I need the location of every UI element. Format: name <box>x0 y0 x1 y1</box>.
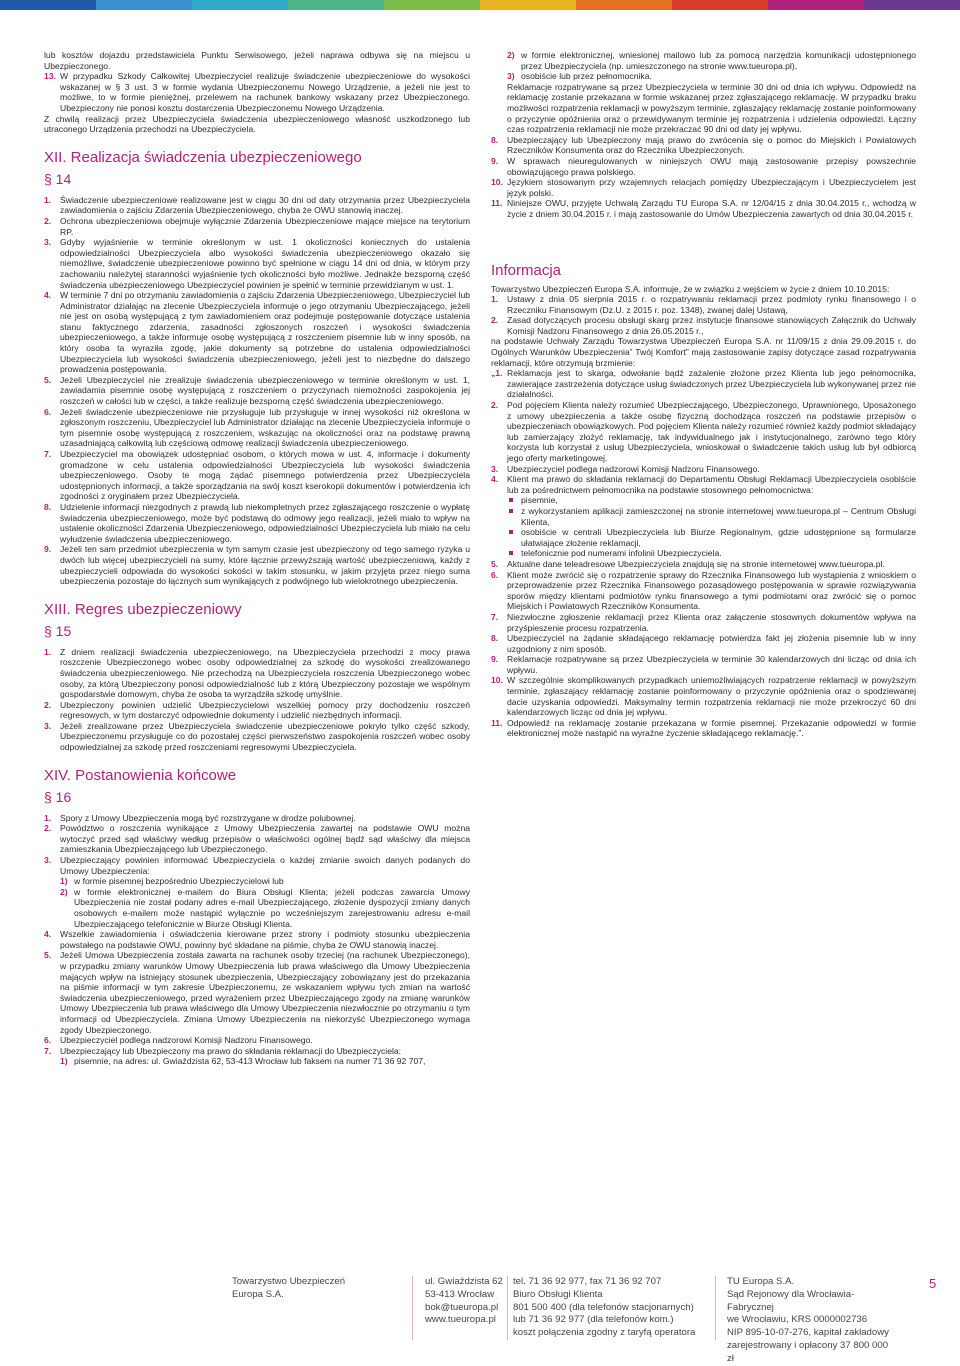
item-number: 4. <box>491 474 499 485</box>
footer-line: 801 500 400 (dla telefonów stacjonarnych) <box>513 1301 694 1313</box>
item-number: 9. <box>491 155 499 166</box>
item-number: „1. <box>491 368 503 379</box>
item-number: 13. <box>44 71 56 82</box>
paragraph: Towarzystwo Ubezpieczeń Europa S.A. informuje, że w związku z wejściem w życie z dniem 10.10.2015: <box>491 283 890 294</box>
footer-email-link[interactable]: bok@tueuropa.pl <box>425 1301 499 1313</box>
footer-line: ul. Gwiaździsta 62 <box>425 1276 503 1287</box>
item-number: 2. <box>44 215 52 226</box>
bullet-square-icon <box>509 509 513 513</box>
numbered-item <box>491 156 916 177</box>
color-band-segment <box>384 0 480 10</box>
numbered-item <box>491 559 916 570</box>
bullet-text: telefonicznie pod numerami infolinii Ubezpieczyciela. <box>521 548 722 559</box>
item-text: Wszelkie zawiadomienia i oświadczenia kierowane przez strony i podmioty stosunku ubezpieczenia powstałego na podstawie OWU, powinny być składane na piśmie, chyba że OWU stanowią inaczej. <box>60 929 470 950</box>
paragraph: na podstawie Uchwały Zarządu Towarzystwa Ubezpieczeń Europa S.A. nr 11/09/15 z dnia 29.09.2015 r. do Ogólnych Warunków Ubezpieczenia” Twój Komfort” mają zastosowanie zapisy dotyczące zasad rozpatrywania reklamacji, które otrzymują brzmienie: <box>491 336 916 368</box>
item-number: 10. <box>491 177 503 188</box>
color-band-segment <box>288 0 384 10</box>
section-title-xiv: XIV. Postanowienia końcowe <box>44 766 237 784</box>
bullet-text: z wykorzystaniem aplikacji zamieszczonej na stronie internetowej www.tueuropa.pl – Centrum Obsługi Klienta, <box>521 505 916 527</box>
item-number: 7. <box>491 611 499 622</box>
bullet-text: pisemnie, <box>521 495 558 506</box>
numbered-item <box>491 612 916 633</box>
sub-item-number: 3) <box>507 71 515 82</box>
sub-item-text: w formie elektronicznej, wniesionej mailowo lub za pomocą narzędzia komunikacji udostępnionego przez Ubezpieczyciela (np. umieszczonego na stronie www.tueuropa.pl), <box>521 50 916 71</box>
footer-address <box>425 1276 505 1327</box>
numbered-item <box>491 654 916 675</box>
numbered-item <box>491 135 916 156</box>
numbered-item <box>44 950 470 1035</box>
item-number: 6. <box>491 569 499 580</box>
item-number: 11. <box>491 198 503 209</box>
item-number: 2. <box>491 315 499 326</box>
footer-line: 53-413 Wrocław <box>425 1288 495 1300</box>
item-text: Reklamacje rozpatrywane są przez Ubezpieczyciela w terminie 30 kalendarzowych dni licząc od dnia ich wpływu. <box>507 654 916 675</box>
item-text: Gdyby wyjaśnienie w terminie określonym w ust. 1 okoliczności koniecznych do ustalenia odpowiedzialności Ubezpieczyciela albo wysokości świadczenia ubezpieczeniowego okazało się niemożliwe, świadczenie ubezpieczeniowe powinno być spełnione w ciągu 14 dni od dnia, w którym przy zachowaniu należytej staranności wyjaśnienie tych okoliczności było możliwe. Jednakże bezsporną część świadczenia ubezpieczeniowego Ubezpieczyciel powinien je spełnić w terminie przewidzianym w ust. 1. <box>60 237 470 290</box>
item-text: Pod pojęciem Klienta należy rozumieć Ubezpieczającego, Ubezpieczonego, Uprawnionego, Uposażonego z umowy ubezpieczenia a także osobę fizyczną dochodząca roszczeń na podstawie przepisów o ubezpieczeniach obowiązkowych. Pod pojęciem Klienta należy rozumieć również każdy podmiot składający lub zamierzający złożyć reklamację, tak indywidualnego jak i instytucjonalnego, zarówno tego który korzysta lub korzystał z usług Ubezpieczyciela, wnioskował o świadczenie takich usług lub był odbiorcą jego oferty marketingowej. <box>507 400 916 463</box>
numbered-item <box>491 675 916 717</box>
footer-line: we Wrocławiu, KRS 0000002736 <box>727 1314 868 1326</box>
numbered-item <box>44 375 470 407</box>
numbered-item <box>491 464 916 475</box>
item-number: 5. <box>44 374 52 385</box>
sub-item <box>60 876 470 887</box>
item-number: 6. <box>44 406 52 417</box>
numbered-item <box>44 237 470 290</box>
item-text: Ubezpieczający powinien informować Ubezpieczyciela o każdej zmianie swoich danych podanych do Umowy Ubezpieczenia: <box>60 855 470 876</box>
footer-contact <box>513 1276 708 1340</box>
paragraph: lub kosztów dojazdu przedstawiciela Punktu Serwisowego, jeżeli naprawa odbywa się na miejscu u Ubezpieczonego. <box>44 50 470 71</box>
right-column <box>491 50 916 739</box>
footer-divider <box>507 1276 508 1340</box>
sub-item-text: w formie elektronicznej e-mailem do Biura Obsługi Klienta; jeżeli podczas zawarcia Umowy Ubezpieczenia nie został podany adres e-mail Ubezpieczającego, złożenie dyspozycji zmiany danych osobowych e-mailem może nastąpić wyłącznie po wcześniejszym zarejestrowaniu adresu e-mail Ubezpieczającego telefonicznie w Biurze Obsługi Klienta. <box>74 886 470 929</box>
item-number: 4. <box>44 929 52 940</box>
sub-item-text: w formie pisemnej bezpośrednio Ubezpieczycielowi lub <box>74 876 284 887</box>
sub-item <box>60 1056 470 1067</box>
footer-line: lub 71 36 92 977 (dla telefonów kom.) <box>513 1314 674 1326</box>
item-text: Jeżeli świadczenie ubezpieczeniowe nie przysługuje lub przysługuje w innej wysokości niż określona w zgłoszonym roszczeniu, Ubezpieczyciel lub Administrator działając na zlecenie Ubezpieczyciela informuje o tym pisemnie osobę występującą z roszczeniem, wskazując na okoliczności oraz na podstawę prawną uzasadniającą całkowitą lub częściową odmowę realizacji świadczenia ubezpieczeniowego. <box>60 406 470 449</box>
section-title-informacja: Informacja <box>491 261 562 279</box>
item-text: Klient ma prawo do składania reklamacji do Departamentu Obsługi Reklamacji Ubezpieczyciela osobiście lub za pośrednictwem pełnomocnika na podstawie stosownego pełnomocnictwa: <box>507 474 916 495</box>
item-number: 7. <box>44 1045 52 1056</box>
numbered-item <box>44 449 470 502</box>
item-text: W szczególnie skomplikowanych przypadkach uniemożliwiających rozpatrzenie reklamacji w powyższym terminie, zgłaszający reklamację zostanie poinformowany o przyczynie opóźnienia oraz o spodziewanej dacie uzyskania odpowiedzi. Maksymalny termin rozpatrzenia reklamacji nie może przekroczyć 60 dni kalendarzowych licząc od dnia jej wpływu. <box>507 675 916 718</box>
item-text: Ustawy z dnia 05 sierpnia 2015 r. o rozpatrywaniu reklamacji przez podmioty rynku finansowego i o Rzeczniku Finansowym (Dz.U. z 2015 r. poz. 1348), zwanej dalej Ustawą, <box>507 294 916 315</box>
item-text: Aktualne dane teleadresowe Ubezpieczyciela znajdują się na stronie internetowej www.tueuropa.pl. <box>507 558 885 569</box>
section-title-xiii: XIII. Regres ubezpieczeniowy <box>44 600 242 618</box>
item-number: 6. <box>44 1035 52 1046</box>
sub-item-number: 1) <box>60 876 68 887</box>
item-number: 9. <box>44 544 52 555</box>
item-number: 5. <box>491 558 499 569</box>
item-text: Językiem stosowanym przy wzajemnych relacjach pomiędzy Ubezpieczającym i Ubezpieczycielem jest język polski. <box>507 177 916 198</box>
item-text: Niniejsze OWU, przyjęte Uchwałą Zarządu TU Europa S.A. nr 12/04/15 z dnia 30.04.2015 r., wchodzą w życie z dniem 30.04.2015 r. i mają zastosowanie do Umów Ubezpieczenia zawartych od dnia 30.04.2015 r. <box>507 198 916 219</box>
footer-line: tel. 71 36 92 977, fax 71 36 92 707 <box>513 1276 662 1287</box>
numbered-item <box>44 195 470 216</box>
bullet-item <box>507 495 916 506</box>
footer-website-link[interactable]: www.tueuropa.pl <box>425 1314 496 1326</box>
paragraph-sign: § 15 <box>44 622 72 639</box>
item-text: W terminie 7 dni po otrzymaniu zawiadomienia o zajściu Zdarzenia Ubezpieczeniowego, Ubezpieczyciel lub Administrator działając na zlecenie Ubezpieczyciela informuje o jego otrzymaniu Ubezpieczającego, jeżeli nie jest on osobą występującą z tym zawiadomieniem oraz podejmuje postępowanie dotyczące ustalenia stanu faktycznego zdarzenia, zasadności zgłoszonych roszczeń i wysokości świadczenia ubezpieczeniowego, a także informuje osobę występującą z roszczeniem pisemnie lub w inny sposób, na który osoba ta wyraziła zgodę, jakie dokumenty są potrzebne do ustalenia odpowiedzialności Ubezpieczyciela lub wysokości świadczenia ubezpieczeniowego, jeżeli jest to niezbędne do dalszego prowadzenia postępowania. <box>60 290 470 375</box>
footer-line: Europa S.A. <box>232 1288 284 1300</box>
numbered-item <box>44 1046 470 1057</box>
item-text: Odpowiedź na reklamację zostanie przekazana w formie pisemnej. Przekazanie odpowiedzi w formie elektronicznej może nastąpić na wyraźne życzenie składającego reklamację.”. <box>507 717 916 739</box>
bullet-square-icon <box>509 530 513 534</box>
item-number: 1. <box>44 646 52 657</box>
color-band-segment <box>0 0 96 10</box>
item-text: Niezwłoczne zgłoszenie reklamacji przez Klienta oraz załączenie stosownych dokumentów wpływa na przyśpieszenie procesu rozpatrzenia. <box>507 611 916 633</box>
footer-company <box>232 1276 382 1302</box>
item-text: Ubezpieczający lub Ubezpieczony mają prawo do zwrócenia się o pomoc do Miejskich i Powiatowych Rzeczników Konsumenta oraz do Rzecznika Ubezpieczonych. <box>507 134 916 156</box>
numbered-item <box>44 855 470 876</box>
color-band-segment <box>192 0 288 10</box>
footer-divider <box>412 1276 413 1340</box>
bullet-item <box>507 527 916 548</box>
item-text: Powództwo o roszczenia wynikające z Umowy Ubezpieczenia zawartej na podstawie OWU można wytoczyć przed sąd właściwy według przepisów o właściwości ogólnej bądź sąd właściwy dla miejsca zamieszkania Ubezpieczającego lub Ubezpieczonego. <box>60 823 470 855</box>
numbered-item <box>44 1035 470 1046</box>
left-column <box>44 50 470 1067</box>
page-number: 5 <box>929 1276 937 1291</box>
paragraph-sign: § 16 <box>44 788 72 805</box>
color-band-segment <box>768 0 864 10</box>
item-text: Zasad dotyczących procesu obsługi skarg przez instytucje finansowe stanowiących Załącznik do Uchwały Komisji Nadzoru Finansowego z dnia 26.05.2015 r., <box>507 315 916 336</box>
footer-line: koszt połączenia zgodny z taryfą operatora <box>513 1327 696 1339</box>
sub-item <box>60 887 470 929</box>
item-text: Świadczenie ubezpieczeniowe realizowane jest w ciągu 30 dni od daty otrzymania przez Ubezpieczyciela zawiadomienia o zajściu Zdarzenia Ubezpieczeniowego, chyba że OWU stanowią inaczej. <box>60 194 470 216</box>
numbered-item <box>44 216 470 237</box>
bullet-square-icon <box>509 498 513 502</box>
numbered-item <box>491 633 916 654</box>
footer-line: Towarzystwo Ubezpieczeń <box>232 1276 346 1287</box>
footer-line: Biuro Obsługi Klienta <box>513 1288 603 1300</box>
numbered-item <box>491 718 916 739</box>
numbered-item <box>44 502 470 544</box>
item-text: Ubezpieczyciel ma obowiązek udostępniać osobom, o których mowa w ust. 4, informacje i dokumenty gromadzone w celu ustalenia odpowiedzialności Ubezpieczyciela lub wysokości świadczenia ubezpieczeniowego. Osoby te mogą żądać pisemnego potwierdzenia przez Ubezpieczyciela udostępnionych informacji, a także sporządzania na swój koszt kserokopii dokumentów i potwierdzenia ich zgodności z oryginałem przez Ubezpieczyciela. <box>60 449 470 502</box>
item-text: Ubezpieczyciel podlega nadzorowi Komisji Nadzoru Finansowego. <box>507 463 760 474</box>
item-text: Ubezpieczony powinien udzielić Ubezpieczycielowi wszelkiej pomocy przy dochodzeniu roszczeń regresowych, w tym dostarczyć odpowiednie dokumenty i udzielić niezbędnych informacji. <box>60 699 470 721</box>
numbered-item <box>491 198 916 219</box>
item-number: 3. <box>44 855 52 866</box>
numbered-item <box>44 544 470 586</box>
paragraph: Z chwilą realizacji przez Ubezpieczyciela świadczenia ubezpieczeniowego własność uszkodzonego lub utraconego Urządzenia przechodzi na Ubezpieczyciela. <box>44 113 470 135</box>
sub-item <box>507 50 916 71</box>
footer-line: zarejestrowany i opłacony 37 800 000 zł <box>727 1339 889 1364</box>
item-number: 2. <box>491 400 499 411</box>
paragraph: Reklamacje rozpatrywane są przez Ubezpieczyciela w terminie 30 dni od dnia ich wpływu. Odpowiedź na reklamację zostanie przekazana w formie wskazanej przez zgłaszającego reklamację. W przypadku braku możliwości rozpatrzenia reklamacji w powyższym terminie, zgłaszający reklamację zostanie poinformowany o przyczynie opóźnienia oraz o przewidywanym terminie jej rozpatrzenia i udzielenia odpowiedzi. Łączny czas rozpatrzenia reklamacji nie może przekraczać 90 dni od daty jej wpływu. <box>507 81 916 135</box>
numbered-item <box>491 368 916 400</box>
item-number: 10. <box>491 675 503 686</box>
footer-registration <box>727 1276 897 1366</box>
item-number: 11. <box>491 717 503 728</box>
item-number: 5. <box>44 950 52 961</box>
item-text: Klient może zwrócić się o rozpatrzenie sprawy do Rzecznika Finansowego lub wystąpienia z wnioskiem o przeprowadzenie przez Rzecznika Finansowego pozasądowego postępowania w sprawie rozwiązywania sporów między klientami podmiotów rynku finansowego a tymi podmiotami oraz zwrócić się o pomoc Miejskich i Powiatowych Rzeczników Konsumenta. <box>507 569 916 612</box>
item-text: Ubezpieczający lub Ubezpieczony ma prawo do składania reklamacji do Ubezpieczyciela: <box>60 1045 402 1056</box>
item-number: 1. <box>44 194 52 205</box>
numbered-item <box>44 823 470 855</box>
numbered-item <box>491 315 916 336</box>
item-number: 3. <box>44 237 52 248</box>
numbered-item <box>491 177 916 198</box>
item-number: 8. <box>44 501 52 512</box>
item-text: Ubezpieczyciel na żądanie składającego reklamację potwierdza fakt jej złożenia pisemnie lub w inny uzgodniony z nim sposób. <box>507 633 916 654</box>
item-text: Z dniem realizacji świadczenia ubezpieczeniowego, na Ubezpieczyciela przechodzi z mocy prawa roszczenie Ubezpieczonego wobec osoby odpowiedzialnej za szkodę do wysokości zrealizowanego świadczenia ubezpieczeniowego. Nie przechodzą na Ubezpieczyciela roszczenia Ubezpieczonego wobec osoby, za którą Ubezpieczony ponosi odpowiedzialność lub z którą Ubezpieczony pozostaje we wspólnym gospodarstwie domowym, chyba że osoba ta wyrządziła szkodę umyślnie. <box>60 646 470 700</box>
item-number: 2. <box>44 699 52 710</box>
footer-line: TU Europa S.A. <box>727 1276 795 1287</box>
color-band <box>0 0 960 10</box>
numbered-item <box>44 647 470 700</box>
sub-item <box>507 71 916 82</box>
numbered-item <box>491 294 916 315</box>
numbered-item <box>44 700 470 721</box>
numbered-item <box>491 570 916 612</box>
bullet-item <box>507 548 916 559</box>
item-text: Spory z Umowy Ubezpieczenia mogą być rozstrzygane w drodze polubownej. <box>60 812 356 823</box>
sub-item-number: 1) <box>60 1056 68 1067</box>
sub-item-number: 2) <box>60 886 68 897</box>
item-text: Ubezpieczyciel podlega nadzorowi Komisji Nadzoru Finansowego. <box>60 1035 313 1046</box>
sub-item-text: pisemnie, na adres: ul. Gwiaździsta 62, 53-413 Wrocław lub faksem na numer 71 36 92 707, <box>74 1056 426 1067</box>
item-number: 2. <box>44 823 52 834</box>
item-text: Udzielenie informacji niezgodnych z prawdą lub niekompletnych przez zgłaszającego roszczenie o wypłatę świadczenia ubezpieczeniowego, może być podstawą do odmowy jego realizacji, jeżeli miało to wpływ na ustalenie okoliczności Zdarzenia Ubezpieczeniowego, odpowiedzialności Ubezpieczyciela lub miało na celu wyłudzenie świadczenia ubezpieczeniowego. <box>60 501 470 544</box>
color-band-segment <box>576 0 672 10</box>
item-number: 9. <box>491 654 499 665</box>
item-number: 8. <box>491 134 499 145</box>
numbered-item <box>44 407 470 449</box>
item-number: 8. <box>491 633 499 644</box>
item-number: 7. <box>44 449 52 459</box>
paragraph-sign: § 14 <box>44 170 72 187</box>
numbered-item <box>44 929 470 950</box>
footer-divider <box>715 1276 716 1340</box>
item-text: Jeżeli zrealizowane przez Ubezpieczyciela świadczenie ubezpieczeniowe pokryło tylko część szkody, Ubezpieczonemu przysługuje co do pozostałej części pierwszeństwo zaspokojenia roszczeń wobec osoby odpowiedzialnej za szkodę przed roszczeniami regresowymi Ubezpieczyciela. <box>60 720 470 753</box>
item-number: 3. <box>44 720 52 731</box>
item-text: Jeżeli ten sam przedmiot ubezpieczenia w tym samym czasie jest ubezpieczony od tego samego ryzyka u dwóch lub więcej ubezpieczycieli na sumy, które łącznie przewyższają wartość ubezpieczeniową, każdy z ubezpieczycieli odpowiada do wysokości sokości w takim stosunku, w jakim przyjęta przez niego suma ubezpieczenia pozostaje do łącznych sum wynikających z podwójnego lub wielokrotnego ubezpieczenia. <box>60 544 470 587</box>
color-band-segment <box>480 0 576 10</box>
item-text: W sprawach nieuregulowanych w niniejszych OWU mają zastosowanie przepisy powszechnie obowiązującego prawa polskiego. <box>507 155 916 177</box>
item-number: 1. <box>491 294 499 305</box>
color-band-segment <box>864 0 960 10</box>
item-number: 1. <box>44 812 52 823</box>
numbered-item <box>44 290 470 375</box>
item-text: Ochrona ubezpieczeniowa obejmuje wyłącznie Zdarzenia Ubezpieczeniowe mające miejsce na terytorium RP. <box>60 215 470 237</box>
item-number: 3. <box>491 463 499 474</box>
item-text: W przypadku Szkody Całkowitej Ubezpieczyciel realizuje świadczenie ubezpieczeniowe do wysokości wskazanej w § 3 ust. 3 w formie wydania Ubezpieczonemu Nowego Urządzenie, a jeżeli nie jest to możliwe, to w formie pieniężnej, przelewem na rachunek bankowy wskazany przez Ubezpieczonego. Ubezpieczony nie ponosi kosztu dostarczenia Ubezpieczonemu Nowego Urządzenia. <box>60 71 470 113</box>
color-band-segment <box>96 0 192 10</box>
numbered-item <box>44 71 470 113</box>
sub-item-number: 2) <box>507 50 515 60</box>
color-band-segment <box>672 0 768 10</box>
section-title-xii: XII. Realizacja świadczenia ubezpieczeniowego <box>44 148 362 166</box>
numbered-item <box>44 813 470 824</box>
numbered-item <box>491 474 916 495</box>
bullet-item <box>507 506 916 527</box>
item-text: Jeżeli Ubezpieczyciel nie zrealizuje świadczenia ubezpieczeniowego w terminie określonym w ust. 1, zawiadamia pisemnie osobę występującą z roszczeniem o przyczynach niemożności zaspokojenia jej roszczeń w całości lub w części, a także realizuje bezsporną część świadczenia ubezpieczeniowego. <box>60 374 470 407</box>
bullet-square-icon <box>509 551 513 555</box>
footer-line: NIP 895-10-07-276, kapitał zakładowy <box>727 1327 889 1339</box>
bullet-text: osobiście w centrali Ubezpieczyciela lub Biurze Regionalnym, gdzie udostępnione są formularze ułatwiające złożenie reklamacji, <box>521 527 916 548</box>
footer-line: Sąd Rejonowy dla Wrocławia-Fabrycznej <box>727 1288 855 1313</box>
item-text: Reklamacja jest to skarga, odwołanie bądź zażalenie złożone przez Klienta lub jego pełnomocnika, zawierające zastrzeżenia dotyczące usług świadczonych przez Ubezpieczyciela lub wykonywanej przez nie działalności. <box>507 368 916 400</box>
sub-item-text: osobiście lub przez pełnomocnika. <box>521 71 652 82</box>
numbered-item <box>44 721 470 753</box>
numbered-item <box>491 400 916 464</box>
item-text: Jeżeli Umowa Ubezpieczenia została zawarta na rachunek osoby trzeciej (na rachunek Ubezpieczonego), w przypadku zmiany warunków Umowy Ubezpieczenia lub prawa właściwego dla Umowy Ubezpieczenia mających wpływ na istniejący stosunek ubezpieczenia, Ubezpieczający zobowiązany jest do przekazania na piśmie informacji w tym zakresie Ubezpieczonemu, ze wskazaniem wpływu tych zmian na wartość świadczenia ubezpieczeniowego, przed wyrażeniem przez Ubezpieczającego zgody na zmianę warunków Umowy Ubezpieczenia lub prawa właściwego dla Umowy Ubezpieczenia niezwłocznie po otrzymaniu o tym informacji od Ubezpieczyciela. Zmiana Umowy Ubezpieczenia na niekorzyść Ubezpieczonego wymaga zgody Ubezpieczonego. <box>60 950 470 1035</box>
item-number: 4. <box>44 290 52 301</box>
